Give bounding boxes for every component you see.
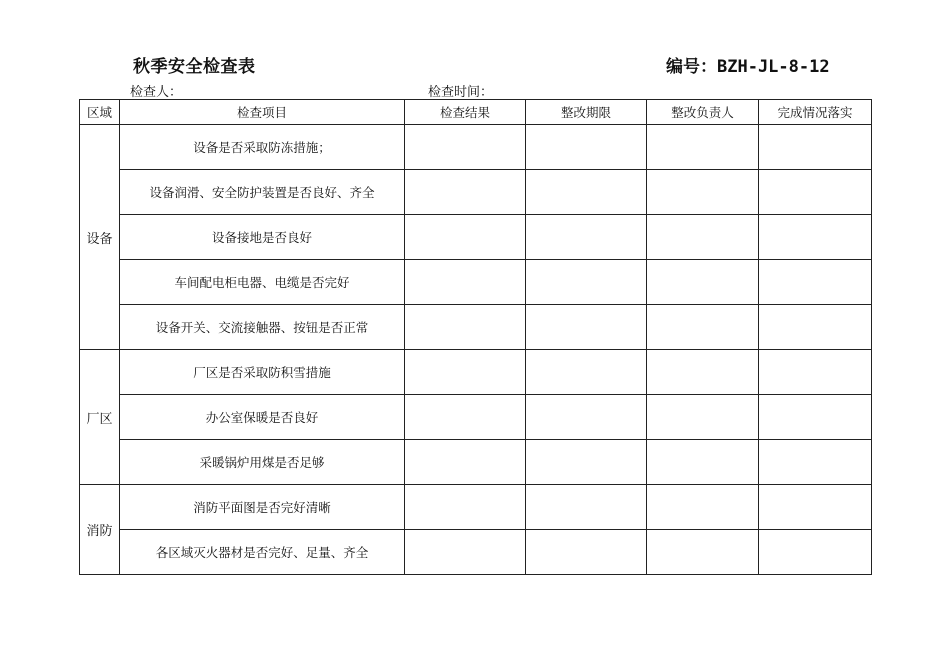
deadline-cell[interactable] (526, 305, 647, 350)
table-row (80, 350, 872, 395)
check-item: 采暖锅炉用煤是否足够 (120, 440, 405, 485)
table-row (80, 125, 872, 170)
table-row (80, 485, 872, 530)
result-cell[interactable] (405, 215, 526, 260)
deadline-cell[interactable] (526, 215, 647, 260)
column-header-area: 区域 (80, 100, 120, 125)
inspector-label: 检查人： (130, 85, 183, 100)
result-cell[interactable] (405, 260, 526, 305)
completion-cell[interactable] (759, 125, 872, 170)
check-item: 设备开关、交流接触器、按钮是否正常 (120, 305, 405, 350)
deadline-cell[interactable] (526, 170, 647, 215)
completion-cell[interactable] (759, 485, 872, 530)
owner-cell[interactable] (647, 170, 759, 215)
check-item: 办公室保暖是否良好 (120, 395, 405, 440)
area-cell-plant: 厂区 (80, 350, 120, 485)
owner-cell[interactable] (647, 440, 759, 485)
table-row (80, 215, 872, 260)
owner-cell[interactable] (647, 125, 759, 170)
deadline-cell[interactable] (526, 260, 647, 305)
result-cell[interactable] (405, 170, 526, 215)
table-row (80, 170, 872, 215)
owner-cell[interactable] (647, 215, 759, 260)
table-row (80, 395, 872, 440)
result-cell[interactable] (405, 350, 526, 395)
table-row (80, 440, 872, 485)
area-cell-equipment: 设备 (80, 125, 120, 350)
column-header-result: 检查结果 (405, 100, 526, 125)
result-cell[interactable] (405, 440, 526, 485)
deadline-cell[interactable] (526, 485, 647, 530)
result-cell[interactable] (405, 395, 526, 440)
inspection-time-label: 检查时间： (428, 85, 494, 100)
area-cell-fire: 消防 (80, 485, 120, 575)
deadline-cell[interactable] (526, 395, 647, 440)
column-header-deadline: 整改期限 (526, 100, 647, 125)
owner-cell[interactable] (647, 260, 759, 305)
result-cell[interactable] (405, 485, 526, 530)
result-cell[interactable] (405, 305, 526, 350)
table-row (80, 530, 872, 575)
completion-cell[interactable] (759, 305, 872, 350)
form-title: 秋季安全检查表 (133, 57, 256, 77)
completion-cell[interactable] (759, 260, 872, 305)
deadline-cell[interactable] (526, 350, 647, 395)
checklist-table (79, 99, 872, 575)
check-item: 各区域灭火器材是否完好、足量、齐全 (120, 530, 405, 575)
completion-cell[interactable] (759, 215, 872, 260)
owner-cell[interactable] (647, 395, 759, 440)
column-header-owner: 整改负责人 (647, 100, 759, 125)
owner-cell[interactable] (647, 350, 759, 395)
check-item: 设备润滑、安全防护装置是否良好、齐全 (120, 170, 405, 215)
owner-cell[interactable] (647, 530, 759, 575)
check-item: 车间配电柜电器、电缆是否完好 (120, 260, 405, 305)
table-header-row (80, 100, 872, 125)
check-item: 设备是否采取防冻措施； (120, 125, 405, 170)
table-row (80, 260, 872, 305)
column-header-item: 检查项目 (120, 100, 405, 125)
completion-cell[interactable] (759, 395, 872, 440)
owner-cell[interactable] (647, 305, 759, 350)
completion-cell[interactable] (759, 350, 872, 395)
deadline-cell[interactable] (526, 530, 647, 575)
completion-cell[interactable] (759, 170, 872, 215)
column-header-completion: 完成情况落实 (759, 100, 872, 125)
deadline-cell[interactable] (526, 125, 647, 170)
result-cell[interactable] (405, 530, 526, 575)
completion-cell[interactable] (759, 530, 872, 575)
check-item: 厂区是否采取防积雪措施 (120, 350, 405, 395)
table-row (80, 305, 872, 350)
check-item: 消防平面图是否完好清晰 (120, 485, 405, 530)
result-cell[interactable] (405, 125, 526, 170)
completion-cell[interactable] (759, 440, 872, 485)
owner-cell[interactable] (647, 485, 759, 530)
form-code: 编号：BZH-JL-8-12 (666, 57, 830, 77)
check-item: 设备接地是否良好 (120, 215, 405, 260)
deadline-cell[interactable] (526, 440, 647, 485)
